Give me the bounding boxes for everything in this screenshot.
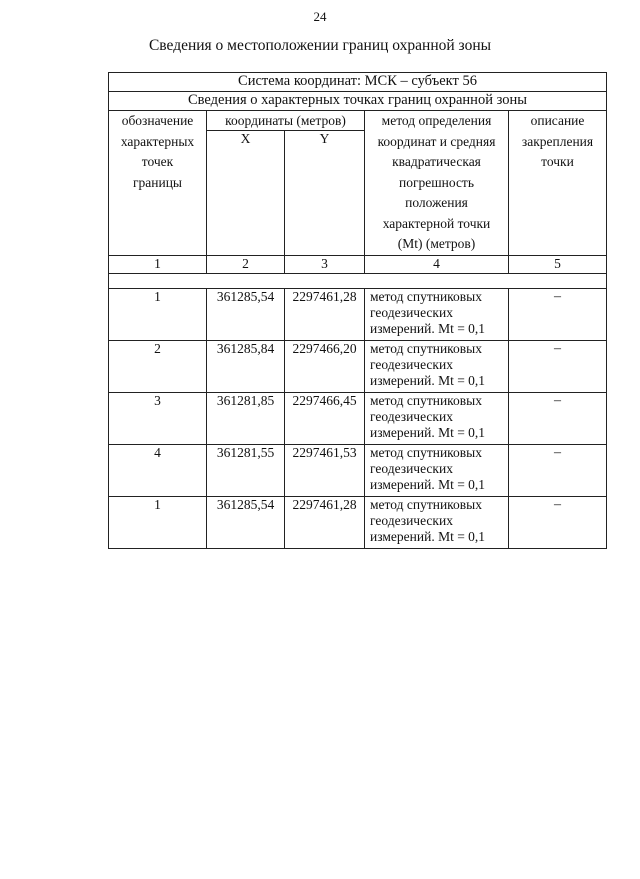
header-x: X bbox=[207, 130, 285, 255]
column-number: 5 bbox=[509, 255, 607, 273]
header-point bbox=[109, 111, 207, 256]
x-cell: 361281,55 bbox=[207, 444, 285, 496]
method-cell bbox=[365, 496, 509, 548]
method-line: метод спутниковых bbox=[370, 444, 482, 460]
method-line: измерений. Mt = 0,1 bbox=[370, 528, 486, 544]
y-cell: 2297466,45 bbox=[285, 392, 365, 444]
fixing-cell: – bbox=[509, 496, 607, 548]
header-coords: координаты (метров) bbox=[207, 111, 365, 131]
method-line: геодезических bbox=[370, 460, 453, 476]
header-method-line: квадратическая bbox=[392, 154, 481, 169]
y-cell: 2297461,28 bbox=[285, 288, 365, 340]
x-cell: 361285,84 bbox=[207, 340, 285, 392]
method-line: измерений. Mt = 0,1 bbox=[370, 320, 486, 336]
column-number: 4 bbox=[365, 255, 509, 273]
method-line: метод спутниковых bbox=[370, 496, 482, 512]
point-cell: 1 bbox=[109, 496, 207, 548]
header-fixing bbox=[509, 111, 607, 256]
point-cell: 4 bbox=[109, 444, 207, 496]
x-cell: 361285,54 bbox=[207, 496, 285, 548]
method-line: геодезических bbox=[370, 356, 453, 372]
coord-system-row bbox=[109, 73, 607, 92]
header-fixing-line: описание bbox=[530, 113, 585, 128]
header-fixing-line: закрепления bbox=[521, 133, 594, 149]
fixing-cell: – bbox=[509, 288, 607, 340]
spacer-row bbox=[109, 273, 607, 288]
table-row bbox=[109, 392, 607, 444]
header-point-line: обозначение bbox=[121, 113, 194, 128]
method-cell bbox=[365, 392, 509, 444]
point-cell: 3 bbox=[109, 392, 207, 444]
header-y: Y bbox=[285, 130, 365, 255]
table-row bbox=[109, 444, 607, 496]
method-cell bbox=[365, 444, 509, 496]
coord-system-cell: Система координат: МСК – субъект 56 bbox=[109, 73, 607, 92]
fixing-cell: – bbox=[509, 392, 607, 444]
table-row bbox=[109, 340, 607, 392]
header-method-line: погрешность bbox=[398, 174, 474, 190]
x-cell: 361281,85 bbox=[207, 392, 285, 444]
method-line: метод спутниковых bbox=[370, 392, 482, 408]
point-cell: 2 bbox=[109, 340, 207, 392]
section-title-row bbox=[109, 92, 607, 111]
page-number: 24 bbox=[313, 9, 327, 24]
header-point-line: характерных bbox=[120, 133, 195, 149]
method-cell bbox=[365, 288, 509, 340]
method-line: геодезических bbox=[370, 408, 453, 424]
method-line: метод спутниковых bbox=[370, 340, 482, 356]
header-point-line: точек bbox=[141, 154, 174, 169]
table-row bbox=[109, 288, 607, 340]
page-title: Сведения о местоположении границ охранной зоны bbox=[148, 37, 492, 54]
header-method bbox=[365, 111, 509, 256]
y-cell: 2297466,20 bbox=[285, 340, 365, 392]
y-cell: 2297461,53 bbox=[285, 444, 365, 496]
method-line: метод спутниковых bbox=[370, 288, 482, 304]
header-method-line: метод определения bbox=[381, 113, 492, 128]
method-line: измерений. Mt = 0,1 bbox=[370, 476, 486, 492]
header-row bbox=[109, 111, 607, 131]
section-title-cell: Сведения о характерных точках границ охранной зоны bbox=[109, 92, 607, 111]
header-method-line: положения bbox=[405, 195, 468, 210]
method-cell bbox=[365, 340, 509, 392]
y-cell: 2297461,28 bbox=[285, 496, 365, 548]
column-number: 2 bbox=[207, 255, 285, 273]
method-line: измерений. Mt = 0,1 bbox=[370, 372, 486, 388]
spacer-cell bbox=[109, 273, 607, 288]
boundary-points-table bbox=[108, 72, 607, 549]
column-numbers-row bbox=[109, 255, 607, 273]
column-number: 3 bbox=[285, 255, 365, 273]
header-method-line: (Mt) (метров) bbox=[397, 236, 476, 251]
header-method-line: координат и средняя bbox=[377, 133, 496, 149]
fixing-cell: – bbox=[509, 444, 607, 496]
x-cell: 361285,54 bbox=[207, 288, 285, 340]
method-line: геодезических bbox=[370, 512, 453, 528]
fixing-cell: – bbox=[509, 340, 607, 392]
method-line: измерений. Mt = 0,1 bbox=[370, 424, 486, 440]
header-fixing-line: точки bbox=[541, 154, 574, 169]
header-point-line: границы bbox=[132, 174, 183, 190]
column-number: 1 bbox=[109, 255, 207, 273]
table-row bbox=[109, 496, 607, 548]
point-cell: 1 bbox=[109, 288, 207, 340]
header-method-line: характерной точки bbox=[382, 215, 491, 231]
method-line: геодезических bbox=[370, 304, 453, 320]
